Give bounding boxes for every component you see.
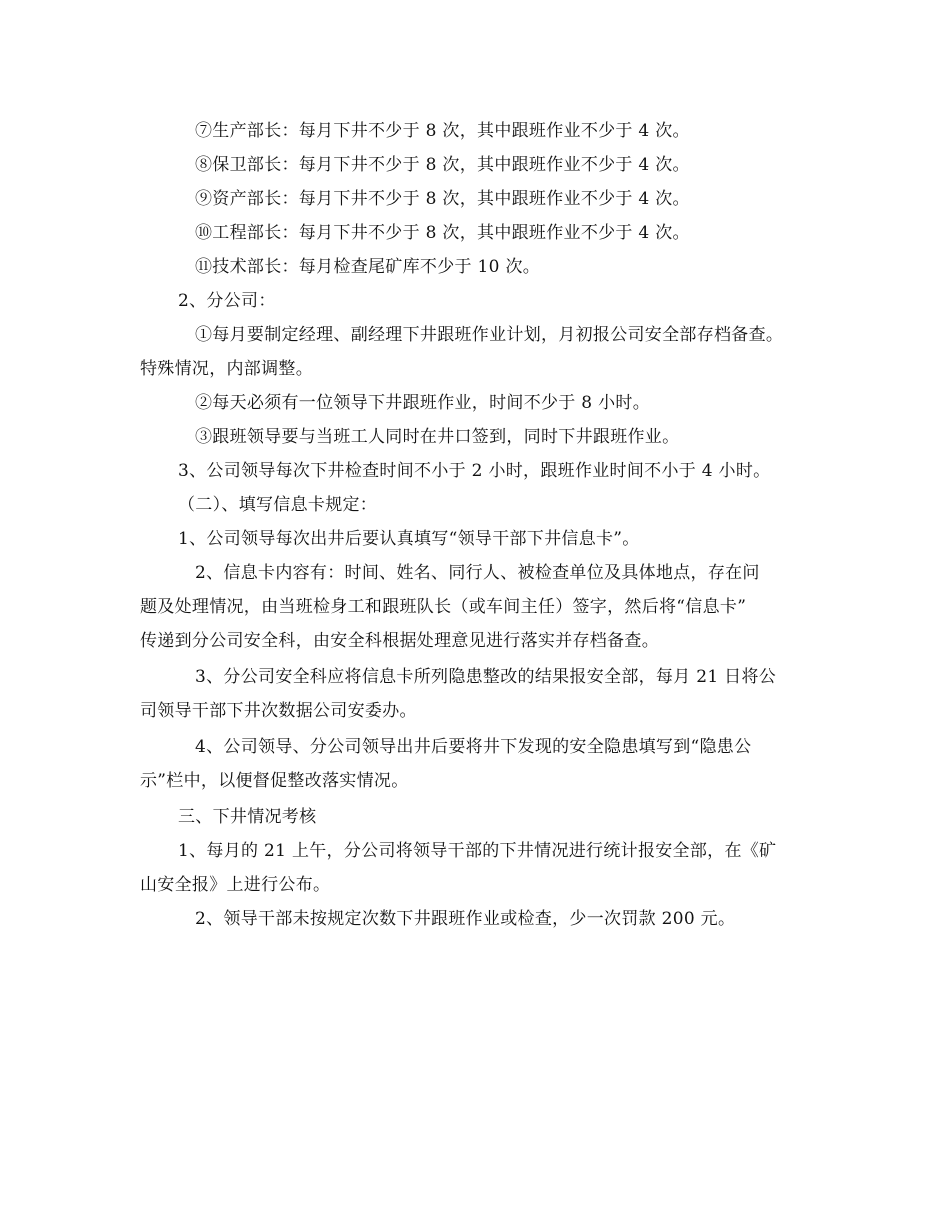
paragraph-monthly-statistics-cont: 山安全报》上进行公布。 bbox=[140, 875, 331, 895]
paragraph-monthly-statistics: 1、每月的 21 上午，分公司将领导干部的下井情况进行统计报安全部，在《矿 bbox=[178, 841, 777, 861]
paragraph-fill-info-card: 1、公司领导每次出井后要认真填写“领导干部下井信息卡”。 bbox=[178, 529, 640, 549]
paragraph-info-card-content-cont2: 传递到分公司安全科，由安全科根据处理意见进行落实并存档备查。 bbox=[140, 631, 659, 651]
paragraph-info-card-content-cont1: 题及处理情况，由当班检身工和跟班队长（或车间主任）签字，然后将“信息卡” bbox=[140, 597, 747, 617]
paragraph-sign-in: ③跟班领导要与当班工人同时在井口签到，同时下井跟班作业。 bbox=[195, 427, 680, 447]
line-assets-manager: ⑨资产部长：每月下井不少于 8 次，其中跟班作业不少于 4 次。 bbox=[195, 189, 690, 209]
paragraph-daily-leader: ②每天必须有一位领导下井跟班作业，时间不少于 8 小时。 bbox=[195, 393, 651, 413]
paragraph-hazard-report-cont: 示”栏中，以便督促整改落实情况。 bbox=[140, 771, 409, 791]
heading-info-card-rules: （二）、填写信息卡规定： bbox=[178, 495, 378, 515]
paragraph-branch-plan-cont: 特殊情况，内部调整。 bbox=[140, 359, 313, 379]
paragraph-inspection-time: 3、公司领导每次下井检查时间不小于 2 小时，跟班作业时间不小于 4 小时。 bbox=[178, 461, 771, 481]
heading-branch-company: 2、分公司： bbox=[178, 291, 276, 311]
line-engineering-manager: ⑩工程部长：每月下井不少于 8 次，其中跟班作业不少于 4 次。 bbox=[195, 223, 690, 243]
heading-assessment: 三、下井情况考核 bbox=[178, 807, 317, 827]
paragraph-hazard-report: 4、公司领导、分公司领导出井后要将井下发现的安全隐患填写到“隐患公 bbox=[195, 737, 752, 757]
line-security-manager: ⑧保卫部长：每月下井不少于 8 次，其中跟班作业不少于 4 次。 bbox=[195, 155, 690, 175]
paragraph-branch-plan: ①每月要制定经理、副经理下井跟班作业计划，月初报公司安全部存档备查。 bbox=[195, 325, 784, 345]
paragraph-penalty: 2、领导干部未按规定次数下井跟班作业或检查，少一次罚款 200 元。 bbox=[195, 909, 736, 929]
line-technical-manager: ⑪技术部长：每月检查尾矿库不少于 10 次。 bbox=[195, 257, 541, 277]
paragraph-info-card-content: 2、信息卡内容有：时间、姓名、同行人、被检查单位及具体地点，存在问 bbox=[195, 563, 760, 583]
line-production-manager: ⑦生产部长：每月下井不少于 8 次，其中跟班作业不少于 4 次。 bbox=[195, 121, 690, 141]
paragraph-safety-section: 3、分公司安全科应将信息卡所列隐患整改的结果报安全部，每月 21 日将公 bbox=[195, 667, 777, 687]
paragraph-safety-section-cont: 司领导干部下井次数据公司安委办。 bbox=[140, 701, 417, 721]
